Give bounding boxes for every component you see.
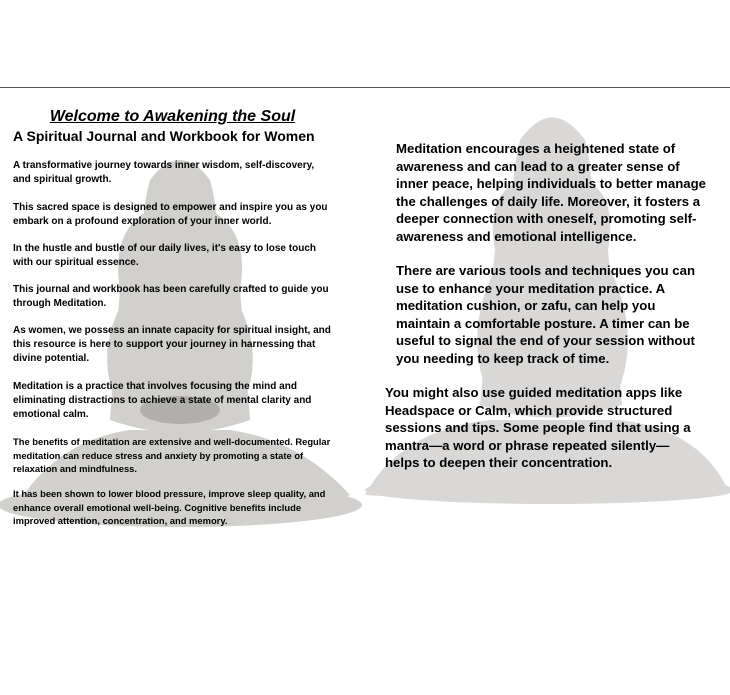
- left-paragraph: Meditation is a practice that involves focusing the mind and eliminating distractions to achieve a state of mental clarity and emotional calm.: [13, 381, 312, 420]
- left-paragraph: This sacred space is designed to empower and inspire you as you embark on a profound exploration of your inner world.: [13, 202, 328, 227]
- right-paragraph: There are various tools and techniques you can use to enhance your meditation practice. A meditation cushion, or zafu, can help you maintain a comfortable posture. A timer can be useful to signal the end of your session without you needing to keep track of time.: [396, 263, 695, 366]
- right-paragraph: Meditation encourages a heightened state of awareness and can lead to a greater sense of inner peace, helping individuals to better manage the challenges of daily life. Moreover, it fosters a deeper connection with oneself, promoting self-awareness and emotional intelligence.: [396, 141, 706, 244]
- left-paragraph: As women, we possess an innate capacity for spiritual insight, and this resource is here to support your journey in harnessing that divine potential.: [13, 325, 331, 364]
- left-paragraph: A transformative journey towards inner wisdom, self-discovery, and spiritual growth.: [13, 160, 315, 185]
- top-divider: [0, 87, 730, 88]
- left-paragraph: This journal and workbook has been carefully crafted to guide you through Meditation.: [13, 284, 329, 309]
- left-paragraph: It has been shown to lower blood pressure, improve sleep quality, and enhance overall emotional well-being. Cognitive benefits include improved attention, concentration, and memory.: [13, 488, 326, 526]
- left-paragraph: In the hustle and bustle of our daily lives, it's easy to lose touch with our spiritual essence.: [13, 243, 316, 268]
- left-paragraph: The benefits of meditation are extensive and well-documented. Regular meditation can reduce stress and anxiety by promoting a state of relaxation and mindfulness.: [13, 436, 331, 474]
- page-title: Welcome to Awakening the Soul: [49, 108, 296, 125]
- page-subtitle: A Spiritual Journal and Workbook for Women: [13, 128, 315, 144]
- right-paragraph: You might also use guided meditation apps like Headspace or Calm, which provide structured sessions and tips. Some people find that using a mantra—a word or phrase repeated silently—helps to deepen their concentration.: [385, 385, 691, 470]
